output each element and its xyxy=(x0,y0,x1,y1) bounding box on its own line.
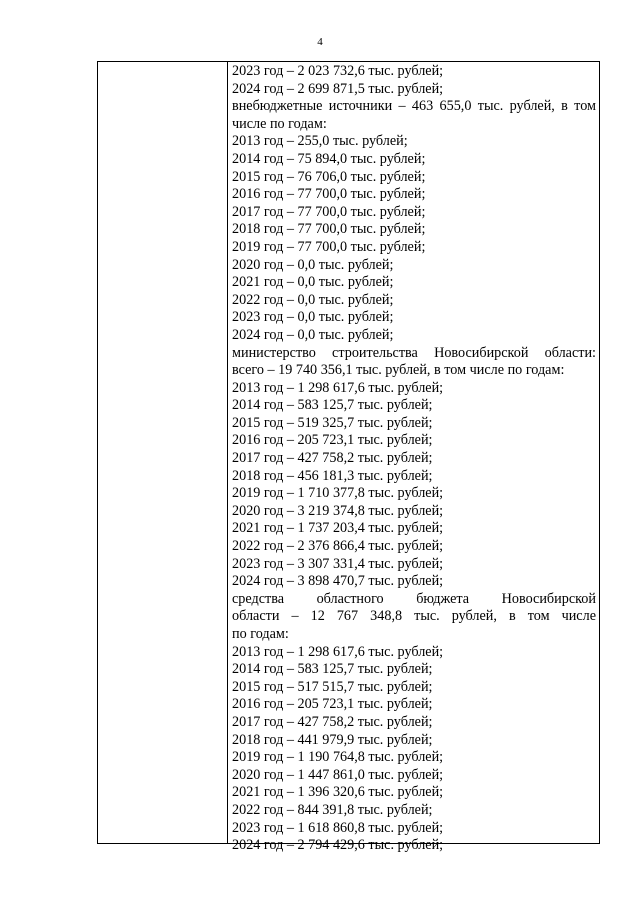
text-line: 2019 год – 1 710 377,8 тыс. рублей; xyxy=(232,485,444,502)
text-line: 2023 год – 1 618 860,8 тыс. рублей; xyxy=(232,819,444,836)
text-line: 2014 год – 75 894,0 тыс. рублей; xyxy=(232,150,426,167)
text-line: 2022 год – 0,0 тыс. рублей; xyxy=(232,291,394,308)
text-line: 2020 год – 3 219 374,8 тыс. рублей; xyxy=(232,502,444,519)
text-line: 2014 год – 583 125,7 тыс. рублей; xyxy=(232,397,433,414)
text-line: 2023 год – 3 307 331,4 тыс. рублей; xyxy=(232,555,444,572)
text-line: 2015 год – 76 706,0 тыс. рублей; xyxy=(232,168,426,185)
text-line: 2016 год – 205 723,1 тыс. рублей; xyxy=(232,696,433,713)
text-line: 2019 год – 1 190 764,8 тыс. рублей; xyxy=(232,749,444,766)
column-divider xyxy=(227,62,228,843)
text-line: 2014 год – 583 125,7 тыс. рублей; xyxy=(232,661,433,678)
text-line: 2018 год – 456 181,3 тыс. рублей; xyxy=(232,467,433,484)
text-line: 2019 год – 77 700,0 тыс. рублей; xyxy=(232,238,426,255)
text-line: 2013 год – 1 298 617,6 тыс. рублей; xyxy=(232,643,444,660)
text-line: министерство строительства Новосибирской области: xyxy=(232,344,596,361)
table-left-cell xyxy=(98,62,227,843)
text-line: 2022 год – 844 391,8 тыс. рублей; xyxy=(232,801,433,818)
text-line: 2021 год – 0,0 тыс. рублей; xyxy=(232,274,394,291)
text-line: числе по годам: xyxy=(232,115,327,132)
text-line: 2017 год – 77 700,0 тыс. рублей; xyxy=(232,203,426,220)
text-line: области – 12 767 348,8 тыс. рублей, в том числе xyxy=(232,608,596,625)
text-line: по годам: xyxy=(232,626,289,642)
text-line: 2020 год – 1 447 861,0 тыс. рублей; xyxy=(232,766,444,783)
text-line: 2024 год – 3 898 470,7 тыс. рублей; xyxy=(232,573,444,590)
text-line: 2021 год – 1 396 320,6 тыс. рублей; xyxy=(232,784,444,801)
text-line: 2023 год – 0,0 тыс. рублей; xyxy=(232,309,394,326)
text-line: всего – 19 740 356,1 тыс. рублей, в том числе по годам: xyxy=(232,362,565,379)
table-right-cell xyxy=(232,63,596,855)
text-line: 2022 год – 2 376 866,4 тыс. рублей; xyxy=(232,538,444,555)
document-table xyxy=(97,61,600,854)
text-line: 2024 год – 0,0 тыс. рублей; xyxy=(232,326,394,343)
text-line: 2018 год – 441 979,9 тыс. рублей; xyxy=(232,731,433,748)
text-line: 2017 год – 427 758,2 тыс. рублей; xyxy=(232,450,433,467)
text-line: 2016 год – 77 700,0 тыс. рублей; xyxy=(232,186,426,203)
text-line: 2015 год – 517 515,7 тыс. рублей; xyxy=(232,678,433,695)
text-line: внебюджетные источники – 463 655,0 тыс. рублей, в том xyxy=(232,98,596,115)
text-line: 2017 год – 427 758,2 тыс. рублей; xyxy=(232,713,433,730)
text-line: 2024 год – 2 699 871,5 тыс. рублей; xyxy=(232,80,444,97)
text-line: 2016 год – 205 723,1 тыс. рублей; xyxy=(232,432,433,449)
page-number: 4 xyxy=(317,36,323,48)
text-line: 2023 год – 2 023 732,6 тыс. рублей; xyxy=(232,63,444,79)
text-line: 2020 год – 0,0 тыс. рублей; xyxy=(232,256,394,273)
text-line: 2013 год – 255,0 тыс. рублей; xyxy=(232,133,408,150)
text-line: 2015 год – 519 325,7 тыс. рублей; xyxy=(232,414,433,431)
text-line: 2021 год – 1 737 203,4 тыс. рублей; xyxy=(232,520,444,537)
text-line: 2018 год – 77 700,0 тыс. рублей; xyxy=(232,221,426,238)
text-line: 2013 год – 1 298 617,6 тыс. рублей; xyxy=(232,379,444,396)
text-line: средства областного бюджета Новосибирской xyxy=(232,590,596,607)
text-line: 2024 год – 2 794 429,6 тыс. рублей; xyxy=(232,837,444,854)
